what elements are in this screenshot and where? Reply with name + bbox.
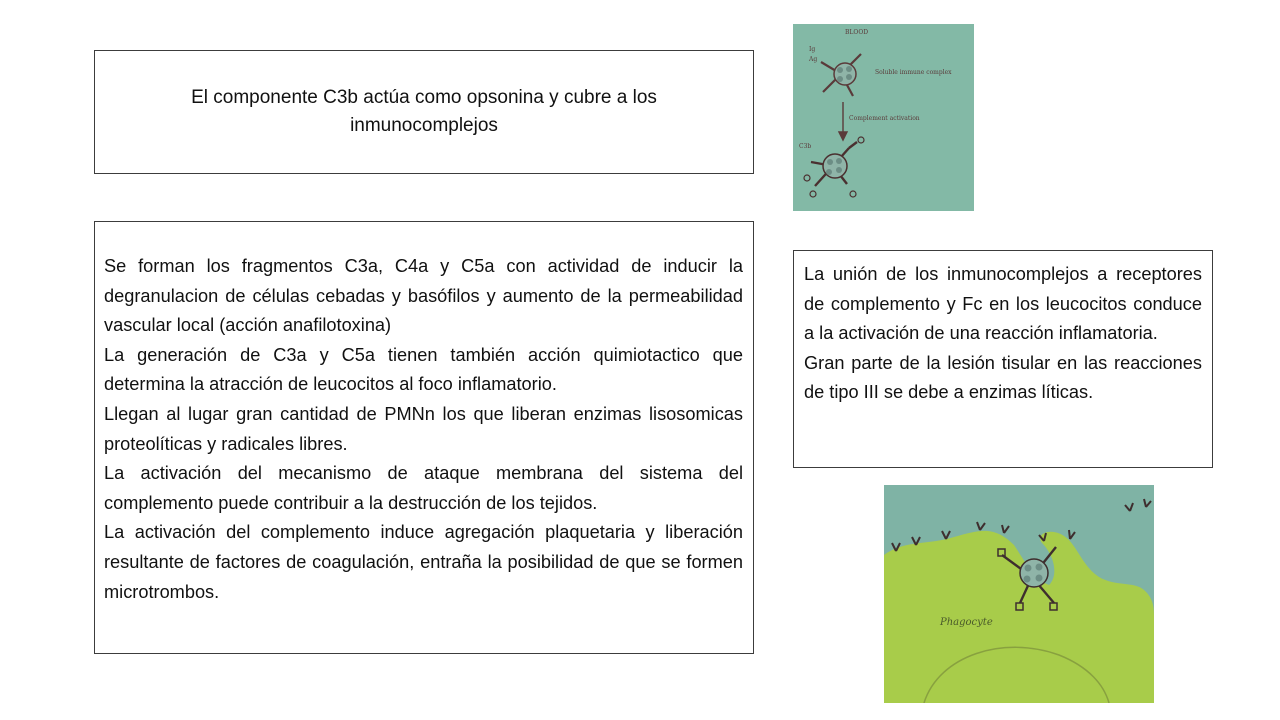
union-textbox — [793, 250, 1213, 468]
c3b-label: C3b — [799, 143, 812, 150]
fragments-paragraph: La activación del mecanismo de ataque membrana del sistema del complemento puede contribuir a la destrucción de los tejidos. — [104, 463, 743, 513]
c3b-text: El componente C3b actúa como opsonina y cubre a los inmunocomplejos — [191, 87, 657, 136]
ig-label: Ig — [809, 46, 816, 53]
fragments-paragraph: La activación del complemento induce agregación plaquetaria y liberación resultante de factores de coagulación, entraña la posibilidad de que se formen microtrombos. — [104, 522, 743, 602]
phagocyte-figure — [884, 485, 1154, 703]
union-paragraph: Gran parte de la lesión tisular en las reacciones de tipo III se debe a enzimas líticas. — [804, 352, 1202, 403]
complex-label: Soluble immune complex — [875, 69, 952, 76]
activation-label: Complement activation — [849, 115, 920, 122]
phagocyte-label: Phagocyte — [940, 617, 993, 628]
immune-complex-figure — [793, 24, 974, 211]
fragments-textbox — [94, 221, 754, 654]
union-paragraph: La unión de los inmunocomplejos a receptores de complemento y Fc en los leucocitos conduce a la activación de una reacción inflamatoria. — [804, 264, 1202, 344]
fragments-paragraph: Llegan al lugar gran cantidad de PMNn los que liberan enzimas lisosomicas proteolíticas y radicales libres. — [104, 403, 743, 454]
c3b-textbox — [94, 50, 754, 174]
ag-label: Ag — [809, 56, 818, 63]
fragments-paragraph: Se forman los fragmentos C3a, C4a y C5a con actividad de inducir la degranulacion de células cebadas y basófilos y aumento de la permeabilidad vascular local (acción anafilotoxina) — [104, 256, 743, 336]
fragments-paragraph: La generación de C3a y C5a tienen también acción quimiotactico que determina la atracción de leucocitos al foco inflamatorio. — [104, 344, 743, 395]
blood-label: BLOOD — [845, 29, 869, 36]
